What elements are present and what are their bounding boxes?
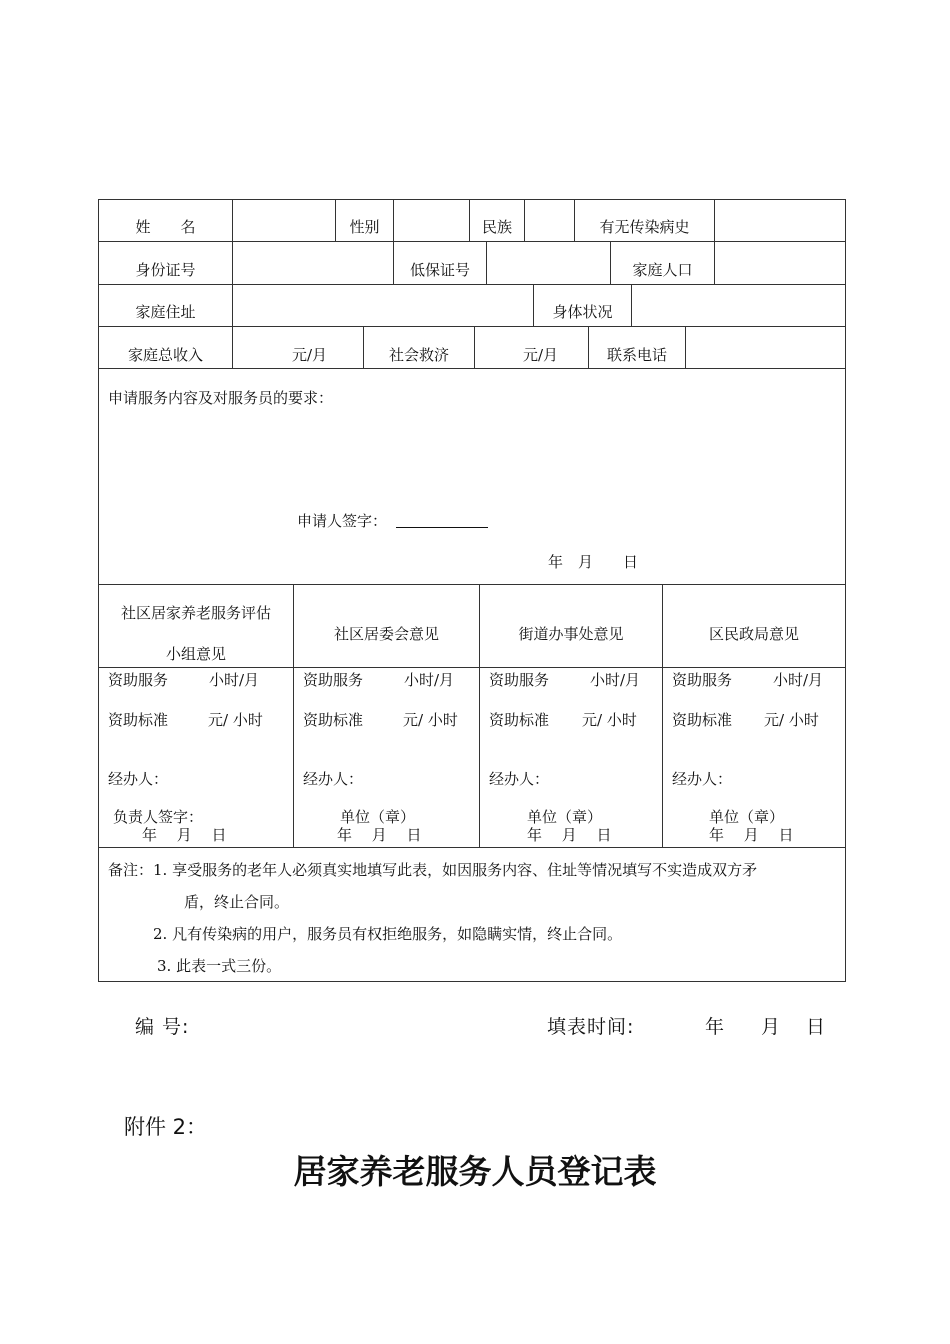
household-size-label: 家庭人口 xyxy=(632,261,693,279)
address-field[interactable] xyxy=(233,285,533,326)
form-number-label: 编 号: xyxy=(135,1016,190,1038)
notes-line-1b: 盾，终止合同。 xyxy=(184,893,290,911)
assist-service-label: 资助服务 xyxy=(489,671,550,689)
row-divider xyxy=(98,847,846,848)
civil-affairs-bureau-label: 区民政局意见 xyxy=(708,625,799,643)
handler-label: 经办人： xyxy=(489,770,550,788)
phone-label: 联系电话 xyxy=(606,346,667,364)
assist-standard-unit: 元/ 小时 xyxy=(208,711,263,729)
unit-seal-label: 单位（章） xyxy=(527,808,603,826)
unit-seal-label: 单位（章） xyxy=(709,808,785,826)
row-divider xyxy=(98,368,846,369)
handler-label: 经办人： xyxy=(672,770,733,788)
notes-line-2: 2. 凡有传染病的用户，服务员有权拒绝服务，如隐瞒实情，终止合同。 xyxy=(153,925,623,943)
household-income-label: 家庭总收入 xyxy=(127,346,203,364)
leader-signature-label: 负责人签字： xyxy=(113,808,204,826)
assessment-group-label-line2: 小组意见 xyxy=(165,645,226,663)
assist-service-unit: 小时/月 xyxy=(209,671,260,689)
opinion-date: 年 月 日 xyxy=(142,826,227,844)
request-date: 年 月 日 xyxy=(548,553,639,571)
attachment-label: 附件 2： xyxy=(124,1115,208,1139)
assist-service-unit: 小时/月 xyxy=(404,671,455,689)
household-size-field[interactable] xyxy=(715,242,845,284)
assist-standard-label: 资助标准 xyxy=(672,711,733,729)
notes-line-3: 3. 此表一式三份。 xyxy=(157,957,282,975)
gender-field[interactable] xyxy=(394,200,469,241)
assist-standard-unit: 元/ 小时 xyxy=(582,711,637,729)
household-income-unit: 元/月 xyxy=(292,346,328,364)
assist-service-unit: 小时/月 xyxy=(773,671,824,689)
assist-standard-unit: 元/ 小时 xyxy=(764,711,819,729)
handler-label: 经办人： xyxy=(303,770,364,788)
table-border-right xyxy=(845,199,846,982)
social-relief-unit: 元/月 xyxy=(523,346,559,364)
assist-standard-unit: 元/ 小时 xyxy=(403,711,458,729)
name-field[interactable] xyxy=(233,200,335,241)
ethnicity-label: 民族 xyxy=(481,218,512,236)
assist-service-label: 资助服务 xyxy=(303,671,364,689)
opinion-date: 年 月 日 xyxy=(527,826,612,844)
low-income-number-field[interactable] xyxy=(487,242,610,284)
street-office-label: 街道办事处意见 xyxy=(518,625,624,643)
assist-service-label: 资助服务 xyxy=(672,671,733,689)
assist-service-label: 资助服务 xyxy=(108,671,169,689)
health-status-field[interactable] xyxy=(632,285,845,326)
handler-label: 经办人： xyxy=(108,770,169,788)
notes-line-1: 备注：1. 享受服务的老年人必须真实地填写此表，如因服务内容、住址等情况填写不实造成双方矛 xyxy=(108,861,758,879)
assist-standard-label: 资助标准 xyxy=(108,711,169,729)
opinion-date: 年 月 日 xyxy=(709,826,794,844)
residents-committee-label: 社区居委会意见 xyxy=(333,625,439,643)
assist-standard-label: 资助标准 xyxy=(303,711,364,729)
id-number-label: 身份证号 xyxy=(135,261,196,279)
fill-time-day: 日 xyxy=(806,1016,826,1038)
row-divider xyxy=(98,584,846,585)
name-label: 姓 名 xyxy=(135,218,196,236)
fill-time-label: 填表时间: xyxy=(547,1016,635,1038)
cell-divider xyxy=(293,584,294,848)
unit-seal-label: 单位（章） xyxy=(340,808,416,826)
opinion-date: 年 月 日 xyxy=(337,826,422,844)
applicant-signature-line[interactable] xyxy=(396,527,488,528)
applicant-signature-label: 申请人签字： xyxy=(297,512,388,530)
social-relief-label: 社会救济 xyxy=(388,346,449,364)
service-request-label: 申请服务内容及对服务员的要求： xyxy=(108,389,334,407)
fill-time-year: 年 xyxy=(705,1016,725,1038)
address-label: 家庭住址 xyxy=(135,303,196,321)
assist-service-unit: 小时/月 xyxy=(590,671,641,689)
infectious-history-label: 有无传染病史 xyxy=(599,218,690,236)
health-status-label: 身体状况 xyxy=(552,303,613,321)
fill-time-month: 月 xyxy=(761,1016,781,1038)
infectious-history-field[interactable] xyxy=(715,200,845,241)
cell-divider xyxy=(662,584,663,848)
id-number-field[interactable] xyxy=(233,242,393,284)
gender-label: 性别 xyxy=(349,218,380,236)
low-income-number-label: 低保证号 xyxy=(409,261,470,279)
cell-divider xyxy=(479,584,480,848)
row-divider xyxy=(98,667,846,668)
table-border-bottom xyxy=(98,981,846,982)
attachment-title: 居家养老服务人员登记表 xyxy=(293,1152,657,1191)
assist-standard-label: 资助标准 xyxy=(489,711,550,729)
assessment-group-label-line1: 社区居家养老服务评估 xyxy=(120,604,271,622)
service-request-field[interactable] xyxy=(100,412,844,507)
phone-field[interactable] xyxy=(686,327,845,368)
ethnicity-field[interactable] xyxy=(525,200,574,241)
